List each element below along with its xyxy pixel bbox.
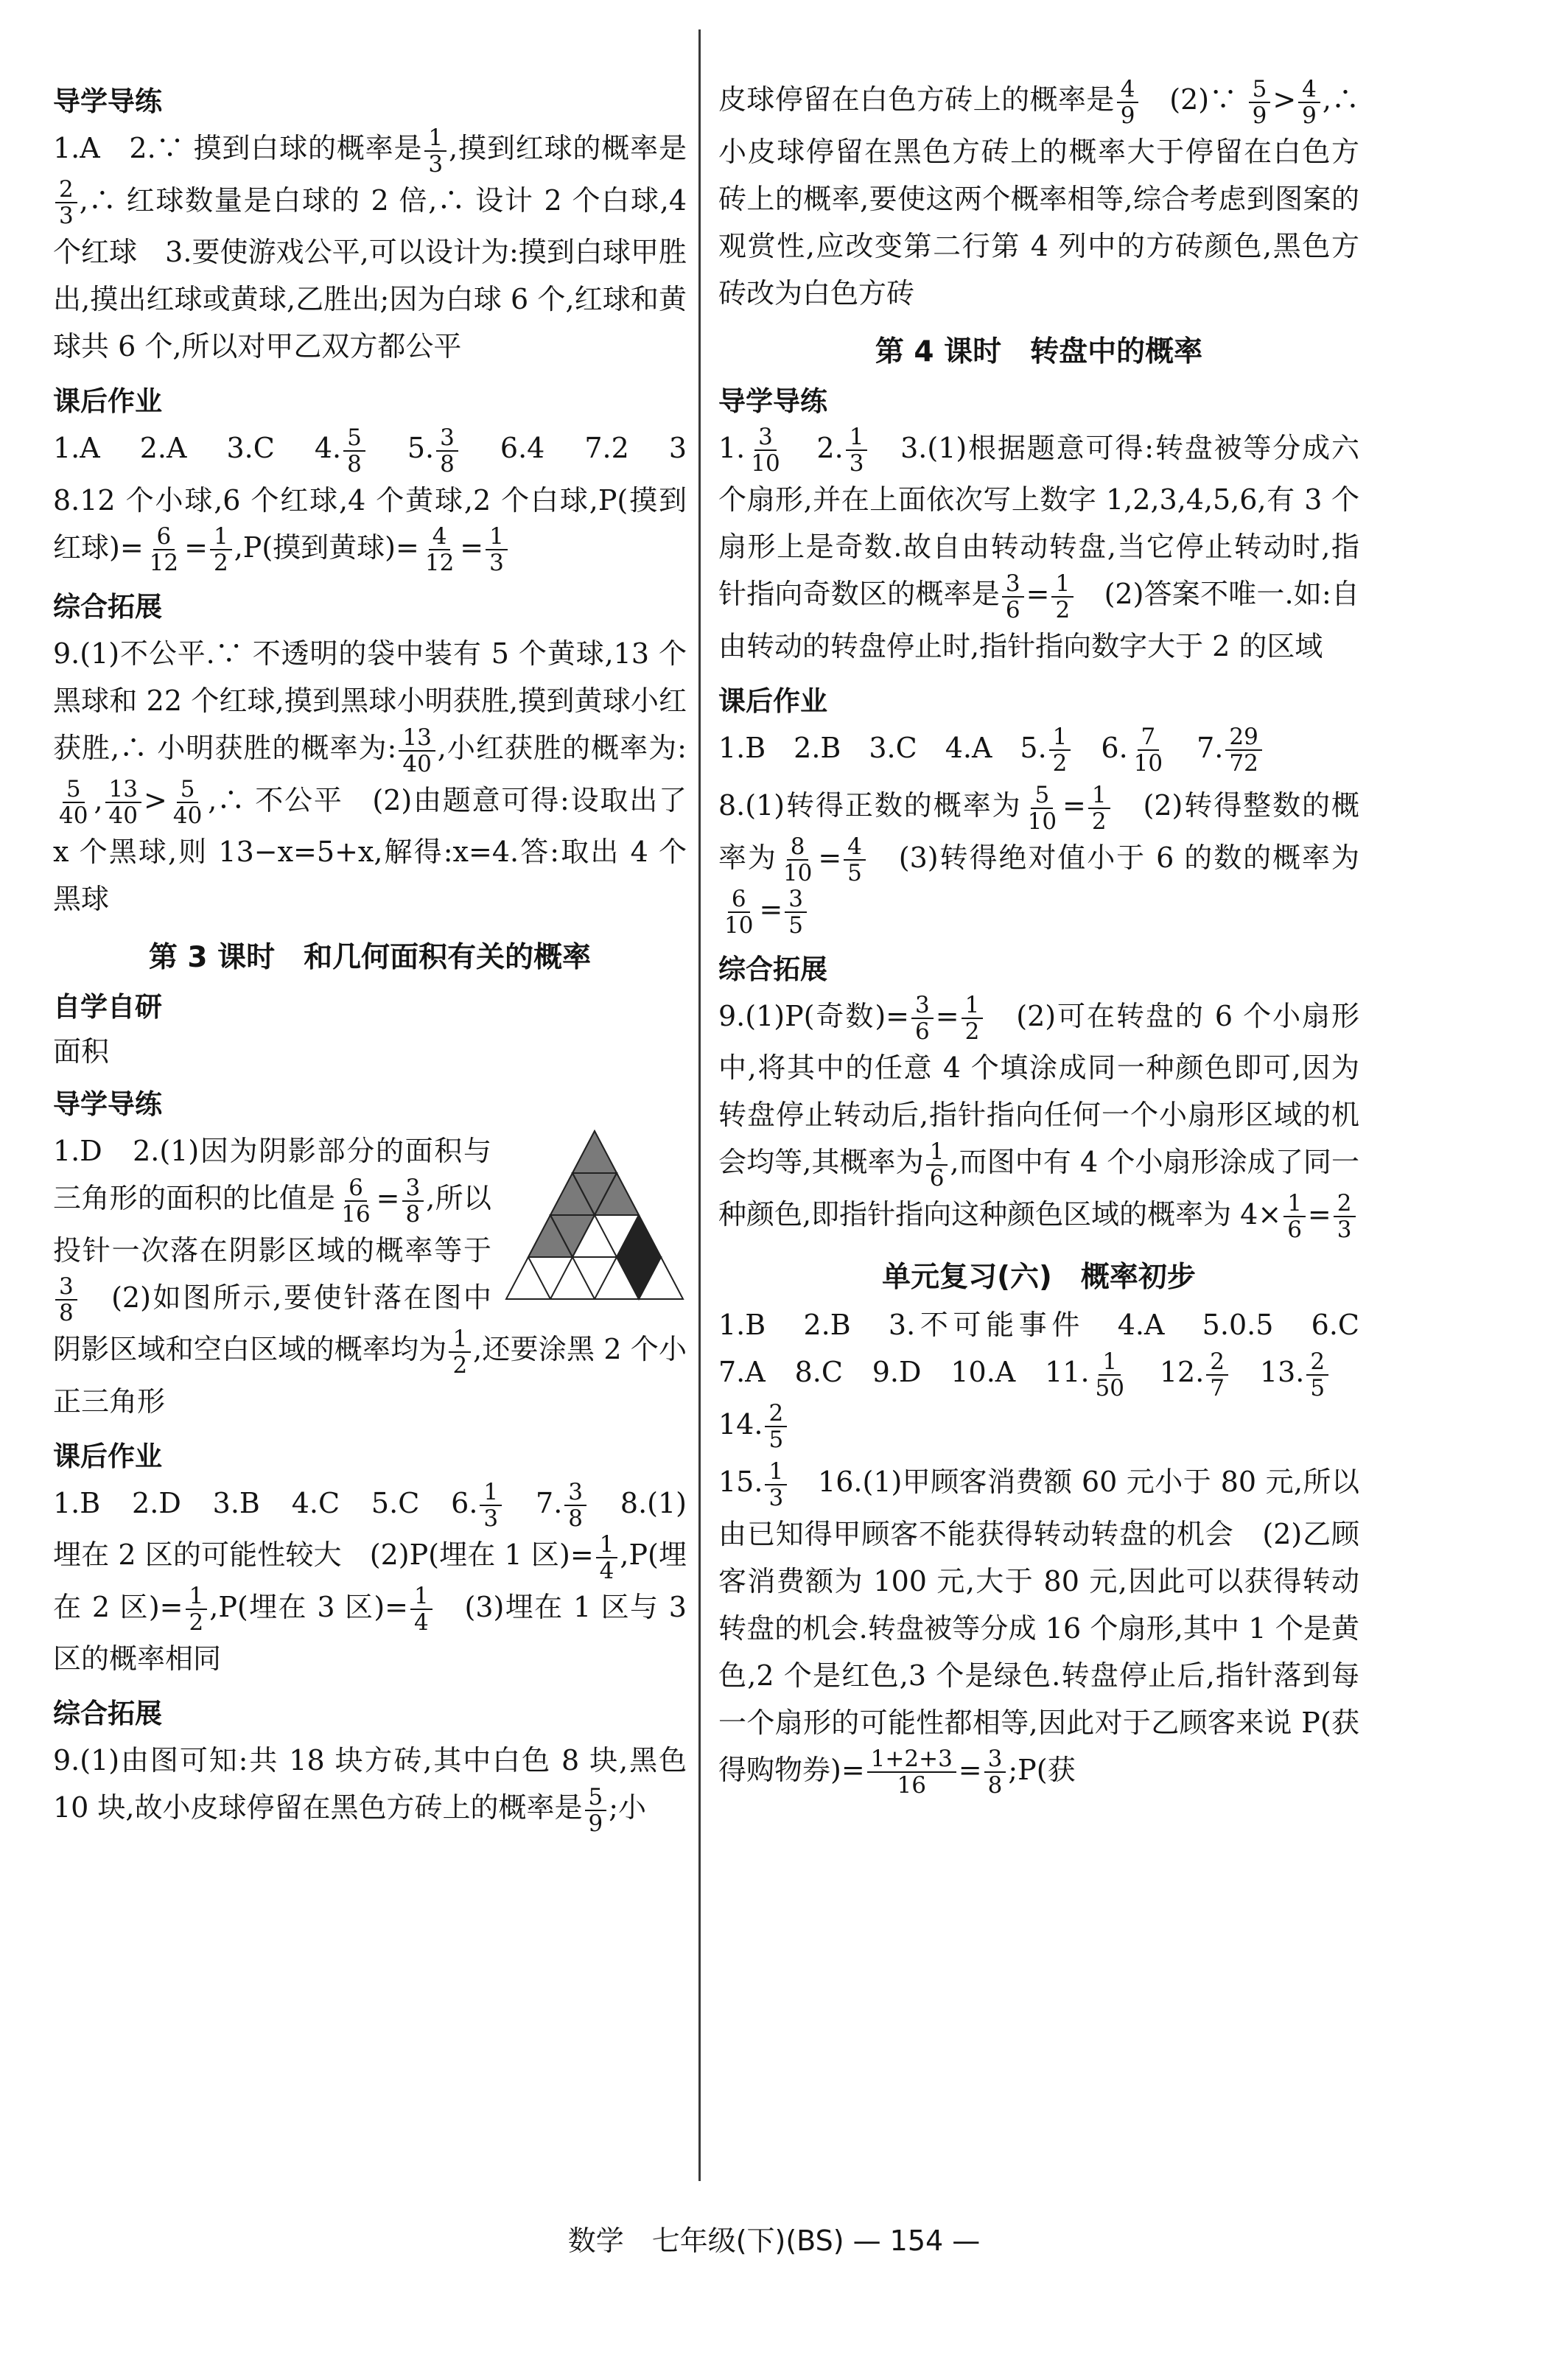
section-heading: 自学自研 <box>53 991 162 1023</box>
answer-paragraph <box>53 1127 687 1425</box>
fraction <box>1306 1349 1328 1401</box>
text-run: (2)转得整数的概率为 <box>718 789 1360 874</box>
text-run: 15. <box>718 1466 763 1498</box>
fraction-denominator: 2 <box>1055 596 1071 623</box>
fraction-numerator: 4 <box>844 834 866 861</box>
fraction-numerator: 4 <box>1117 77 1139 103</box>
text-run: = <box>184 531 208 564</box>
fraction-numerator: 3 <box>55 1274 77 1301</box>
fraction-numerator: 6 <box>345 1175 367 1202</box>
text-run: = <box>935 999 959 1032</box>
fraction-numerator: 13 <box>399 725 435 752</box>
fraction <box>926 1139 948 1191</box>
fraction <box>1225 724 1261 776</box>
fraction-denominator: 8 <box>568 1505 584 1532</box>
fraction-numerator: 1 <box>480 1480 502 1506</box>
text-run: > <box>144 783 167 816</box>
text-run: ,所以投针一次落在阴影区域的概率等于 <box>53 1182 491 1267</box>
fraction-denominator: 2 <box>1091 808 1107 835</box>
fraction-denominator: 50 <box>1095 1374 1124 1401</box>
fraction-numerator: 29 <box>1225 724 1261 751</box>
text-run: = <box>1026 578 1050 610</box>
fraction-denominator: 3 <box>59 203 74 229</box>
fraction <box>410 1583 432 1635</box>
fraction-numerator: 1 <box>1283 1191 1306 1217</box>
answer-paragraph <box>718 1458 1359 1798</box>
fraction-numerator: 1 <box>210 524 232 550</box>
fraction-numerator: 1 <box>1088 783 1110 809</box>
text-run: ,∴ 不公平 (2)由题意可得:设取出了 x 个黑球,则 13−x=5+x,解得:x=4.答:取出 4 个黑球 <box>53 783 687 915</box>
section-heading: 综合拓展 <box>718 953 827 985</box>
section-heading: 导学导练 <box>53 1088 162 1120</box>
fraction-numerator: 13 <box>105 777 141 803</box>
fraction-denominator: 4 <box>414 1609 429 1636</box>
fraction-denominator: 5 <box>768 1427 784 1453</box>
text-run: 1.B 2.B 3.不可能事件 4.A 5.0.5 6.C 7.A 8.C 9.D 10.A 11. <box>718 1309 1388 1388</box>
text-run: ,P(埋在 3 区)= <box>209 1590 409 1623</box>
fraction-denominator: 10 <box>782 860 813 886</box>
fraction-denominator: 3 <box>483 1505 499 1532</box>
fraction-denominator: 5 <box>788 911 804 939</box>
fraction <box>343 425 365 477</box>
fraction-numerator: 5 <box>63 777 85 803</box>
fraction <box>169 777 206 828</box>
fraction-numerator: 3 <box>402 1175 424 1202</box>
text-run: 皮球停留在白色方砖上的概率是 <box>718 83 1115 116</box>
fraction <box>1298 77 1320 128</box>
fraction <box>1249 77 1271 128</box>
fraction <box>146 524 182 575</box>
fraction-denominator: 7 <box>1210 1374 1225 1401</box>
fraction-denominator: 9 <box>1120 102 1135 129</box>
text-run: 7. <box>504 1486 563 1519</box>
fraction <box>765 1401 787 1452</box>
text-run: (3)埋在 1 区与 3 区的概率相同 <box>53 1590 687 1675</box>
fraction-numerator: 3 <box>785 886 807 913</box>
answer-paragraph <box>53 424 715 576</box>
section-heading: 导学导练 <box>53 85 162 117</box>
answer-paragraph <box>718 724 1359 777</box>
text-run: (2)∵ <box>1141 83 1247 116</box>
fraction <box>1283 1191 1306 1242</box>
fraction-numerator: 1 <box>449 1326 471 1353</box>
text-run: 3.(1)根据题意可得:转盘被等分成六个扇形,并在上面依次写上数字 1,2,3,4,5,6,有 3 个扇形上是奇数.故自由转动转盘,当它停止转动时,指针指向奇数区的概率是 <box>718 431 1359 610</box>
text-run: ,摸到红球的概率是 <box>449 132 687 164</box>
fraction-numerator: 1 <box>1049 724 1071 751</box>
text-run: 1.B 2.B 3.C 4.A 5. <box>718 731 1047 764</box>
fraction-denominator: 40 <box>108 802 138 829</box>
left-column <box>53 70 715 1842</box>
fraction-denominator: 40 <box>402 750 432 777</box>
fraction <box>596 1532 618 1583</box>
fraction-numerator: 1 <box>962 993 984 1019</box>
fraction-denominator: 8 <box>59 1300 74 1326</box>
fraction-denominator: 9 <box>1252 102 1267 129</box>
text-run: ;P(获 <box>1008 1753 1076 1786</box>
lesson-title: 第 4 课时 转盘中的概率 <box>875 335 1203 368</box>
text-run: (3)转得绝对值小于 6 的数的概率为 <box>867 841 1359 874</box>
text-run: 2. <box>785 431 844 464</box>
answer-paragraph <box>53 630 687 923</box>
text-run: = <box>958 1753 982 1786</box>
fraction-numerator: 1 <box>410 1583 432 1610</box>
fraction-numerator: 3 <box>564 1480 586 1506</box>
text-run: 9.(1)由图可知:共 18 块方砖,其中白色 8 块,黑色 10 块,故小皮球停留在黑色方砖上的概率是 <box>53 1744 687 1824</box>
text-run: 1.A 2.∵ 摸到白球的概率是 <box>53 132 423 164</box>
text-run: (2)如图所示,要使针落在图中阴影区域和空白区域的概率均为 <box>53 1281 491 1365</box>
fraction <box>402 1175 424 1227</box>
fraction <box>1092 1349 1128 1401</box>
text-run: 8.(1)转得正数的概率为 <box>718 789 1022 822</box>
fraction <box>486 524 508 575</box>
fraction-numerator: 1 <box>424 125 446 152</box>
section-heading: 课后作业 <box>53 385 162 417</box>
fraction <box>1206 1349 1228 1401</box>
fraction <box>1334 1191 1356 1242</box>
fraction-numerator: 5 <box>343 425 365 452</box>
section-heading: 综合拓展 <box>53 591 162 623</box>
fraction <box>585 1785 607 1836</box>
fraction-denominator: 2 <box>189 1609 204 1636</box>
fraction-denominator: 2 <box>452 1351 468 1379</box>
answer-paragraph <box>718 1301 1388 1453</box>
answer-paragraph <box>53 1480 687 1683</box>
fraction-numerator: 4 <box>429 524 451 550</box>
fraction <box>564 1480 586 1531</box>
text-run: ,∴ 小皮球停留在黑色方砖上的概率大于停留在白色方砖上的概率,要使这两个概率相等,综合考虑到图案的观赏性,应改变第二行第 4 列中的方砖颜色,黑色方砖改为白色方砖 <box>718 83 1359 309</box>
fraction-numerator: 3 <box>984 1746 1006 1773</box>
fraction-denominator: 5 <box>1310 1374 1325 1401</box>
text-run: ;小 <box>609 1791 647 1824</box>
fraction-numerator: 1 <box>1051 571 1074 598</box>
answer-paragraph <box>53 1030 687 1073</box>
fraction <box>1024 783 1060 834</box>
text-run: 13. <box>1230 1356 1305 1388</box>
fraction-numerator: 3 <box>754 424 777 451</box>
text-run: 7. <box>1169 731 1224 764</box>
fraction-numerator: 3 <box>436 425 458 452</box>
text-run: 14. <box>718 1356 1360 1441</box>
fraction <box>55 1274 77 1326</box>
fraction-denominator: 6 <box>915 1018 930 1045</box>
answer-paragraph <box>718 782 1359 938</box>
fraction-numerator: 3 <box>1002 571 1024 598</box>
text-run: = <box>759 893 783 925</box>
text-run: = <box>376 1182 400 1214</box>
fraction-denominator: 3 <box>489 550 504 576</box>
text-run: ,小红获胜的概率为: <box>437 732 687 764</box>
fraction-denominator: 5 <box>847 860 862 886</box>
section-heading: 综合拓展 <box>53 1698 162 1729</box>
fraction-numerator: 3 <box>911 993 934 1019</box>
fraction <box>55 777 91 828</box>
answer-paragraph <box>718 424 1359 670</box>
fraction-denominator: 2 <box>964 1018 980 1045</box>
fraction <box>1117 77 1139 128</box>
fraction-denominator: 8 <box>405 1200 421 1228</box>
fraction <box>105 777 141 828</box>
text-run: 12. <box>1130 1356 1205 1388</box>
fraction-numerator: 1 <box>1099 1349 1121 1376</box>
fraction <box>436 425 458 477</box>
section-heading: 导学导练 <box>718 385 827 417</box>
fraction <box>846 424 868 476</box>
fraction-numerator: 6 <box>728 886 750 913</box>
fraction-denominator: 40 <box>172 802 203 829</box>
fraction <box>785 886 807 938</box>
fraction-denominator: 8 <box>987 1772 1003 1799</box>
text-run: 1.B 2.D 3.B 4.C 5.C 6. <box>53 1486 478 1519</box>
text-run: 1. <box>718 431 746 464</box>
fraction-denominator: 6 <box>929 1164 945 1191</box>
fraction-denominator: 12 <box>149 550 179 576</box>
fraction-denominator: 8 <box>440 450 455 477</box>
fraction-denominator: 2 <box>213 550 228 576</box>
fraction <box>480 1480 502 1531</box>
fraction-denominator: 10 <box>1133 750 1163 777</box>
fraction-numerator: 1 <box>486 524 508 550</box>
right-column <box>718 70 1388 1804</box>
fraction <box>186 1583 208 1635</box>
text-run: 面积 <box>53 1035 110 1068</box>
fraction-denominator: 9 <box>1302 102 1317 129</box>
text-run: 6.4 7.2 3 8.12 个小球,6 个红球,4 个黄球,2 个白球,P(摸到红球)= <box>53 432 715 564</box>
fraction <box>721 886 757 938</box>
fraction-numerator: 4 <box>1298 77 1320 103</box>
text-run: 5. <box>367 432 435 464</box>
fraction <box>911 993 934 1044</box>
fraction <box>780 834 816 886</box>
fraction <box>449 1326 471 1378</box>
text-run: ,P(摸到黄球)= <box>234 531 419 564</box>
text-run: 1.D 2.(1)因为阴影部分的面积与三角形的面积的比值是 <box>53 1135 491 1214</box>
fraction-numerator: 5 <box>585 1785 607 1811</box>
page-footer: 数学 七年级(下)(BS) — 154 — <box>567 2225 981 2257</box>
answer-paragraph <box>718 993 1359 1243</box>
fraction-numerator: 1 <box>765 1459 787 1485</box>
fraction-denominator: 3 <box>428 150 444 178</box>
column-divider <box>698 29 701 2181</box>
fraction-numerator: 6 <box>153 524 175 550</box>
answer-paragraph <box>718 76 1359 317</box>
fraction <box>844 834 866 886</box>
fraction <box>421 524 458 575</box>
fraction <box>1049 724 1071 776</box>
fraction <box>399 725 435 777</box>
fraction-numerator: 5 <box>1031 783 1053 809</box>
text-run: = <box>460 531 484 564</box>
fraction <box>984 1746 1006 1798</box>
fraction-numerator: 1 <box>596 1532 618 1558</box>
text-run: 9.(1)P(奇数)= <box>718 999 910 1032</box>
text-run: 9.(1)不公平.∵ 不透明的袋中装有 5 个黄球,13 个黑球和 22 个红球,摸到黑球小明获胜,摸到黄球小红获胜,∴ 小明获胜的概率为: <box>53 637 687 764</box>
fraction-numerator: 5 <box>1249 77 1271 103</box>
fraction-numerator: 1 <box>926 1139 948 1166</box>
text-run: ,P(埋在 2 区)= <box>53 1539 687 1623</box>
fraction-denominator: 16 <box>341 1200 371 1228</box>
fraction <box>1002 571 1024 623</box>
fraction <box>1088 783 1110 834</box>
triangle-grid-figure <box>502 1127 687 1304</box>
fraction-denominator: 6 <box>1005 596 1020 623</box>
text-run: (2)可在转盘的 6 个小扇形中,将其中的任意 4 个填涂成同一种颜色即可,因为转盘停止转动后,指针指向任何一个小扇形区域的机会均等,其概率为 <box>718 999 1359 1178</box>
fraction-numerator: 2 <box>55 177 77 203</box>
answer-paragraph <box>53 1737 687 1836</box>
text-run: ,而图中有 4 个小扇形涂成了同一种颜色,即指针指向这种颜色区域的概率为 4× <box>718 1146 1359 1231</box>
section-heading: 课后作业 <box>53 1440 162 1472</box>
fraction-denominator: 3 <box>849 450 864 477</box>
text-run: = <box>818 841 842 874</box>
text-run: = <box>1307 1197 1331 1231</box>
text-run: ,∴ 红球数量是白球的 2 倍,∴ 设计 2 个白球,4 个红球 3.要使游戏公平,可以设计为:摸到白球甲胜出,摸出红球或黄球,乙胜出;因为白球 6 个,红球和黄球共 6 个,所以对甲乙双方都公平 <box>53 183 687 363</box>
text-run: 6. <box>1073 731 1128 764</box>
lesson-title: 单元复习(六) 概率初步 <box>882 1261 1196 1294</box>
fraction-numerator: 7 <box>1138 724 1160 751</box>
text-run: , <box>94 783 103 816</box>
fraction-denominator: 2 <box>1052 750 1068 777</box>
fraction-denominator: 3 <box>1337 1217 1352 1243</box>
fraction-numerator: 1 <box>186 1583 208 1610</box>
text-run: ,还要涂黑 2 个小正三角形 <box>53 1333 687 1418</box>
fraction <box>210 524 232 575</box>
fraction-denominator: 9 <box>588 1810 603 1837</box>
fraction <box>867 1746 956 1798</box>
fraction-numerator: 8 <box>787 834 809 861</box>
fraction <box>962 993 984 1044</box>
fraction-denominator: 40 <box>59 802 88 829</box>
fraction-numerator: 5 <box>177 777 199 803</box>
section-heading: 课后作业 <box>718 685 827 717</box>
answer-paragraph <box>53 125 687 370</box>
fraction-numerator: 1+2+3 <box>867 1746 956 1773</box>
text-run: = <box>1062 789 1086 822</box>
fraction-denominator: 8 <box>347 450 362 477</box>
fraction-denominator: 3 <box>768 1484 784 1511</box>
text-run: (2)答案不唯一.如:自由转动的转盘停止时,指针指向数字大于 2 的区域 <box>718 578 1359 662</box>
fraction <box>1130 724 1166 776</box>
fraction <box>1051 571 1074 623</box>
fraction-denominator: 10 <box>751 450 780 477</box>
fraction-denominator: 72 <box>1229 750 1258 777</box>
fraction-numerator: 2 <box>1306 1349 1328 1376</box>
fraction-denominator: 12 <box>424 550 455 576</box>
fraction <box>765 1459 787 1511</box>
fraction <box>337 1175 374 1227</box>
lesson-title: 第 3 课时 和几何面积有关的概率 <box>148 941 592 974</box>
fraction <box>747 424 783 476</box>
fraction <box>424 125 446 177</box>
text-run: > <box>1272 83 1297 116</box>
fraction <box>55 177 77 228</box>
fraction-numerator: 2 <box>765 1401 787 1427</box>
fraction-numerator: 1 <box>846 424 868 451</box>
fraction-denominator: 16 <box>897 1772 926 1799</box>
fraction-denominator: 6 <box>1287 1217 1302 1243</box>
fraction-denominator: 4 <box>599 1557 614 1584</box>
text-run: 1.A 2.A 3.C 4. <box>53 432 342 464</box>
fraction-numerator: 2 <box>1334 1191 1356 1217</box>
fraction-denominator: 10 <box>724 911 754 939</box>
text-run: 16.(1)甲顾客消费额 60 元小于 80 元,所以由已知得甲顾客不能获得转动转盘的机会 (2)乙顾客消费额为 100 元,大于 80 元,因此可以获得转动转盘的机会.转盘被等分成 16 个扇形,其中 1 个是黄色,2 个是红色,3 个是绿色.转盘停止后,指针落到每一个扇形的可能性都相等,因此对于乙顾客来说 P(获得购物券)= <box>718 1466 1359 1786</box>
fraction-denominator: 10 <box>1027 808 1057 835</box>
text-run: 8.(1)埋在 2 区的可能性较大 (2)P(埋在 1 区)= <box>53 1486 687 1571</box>
fraction-numerator: 2 <box>1206 1349 1228 1376</box>
